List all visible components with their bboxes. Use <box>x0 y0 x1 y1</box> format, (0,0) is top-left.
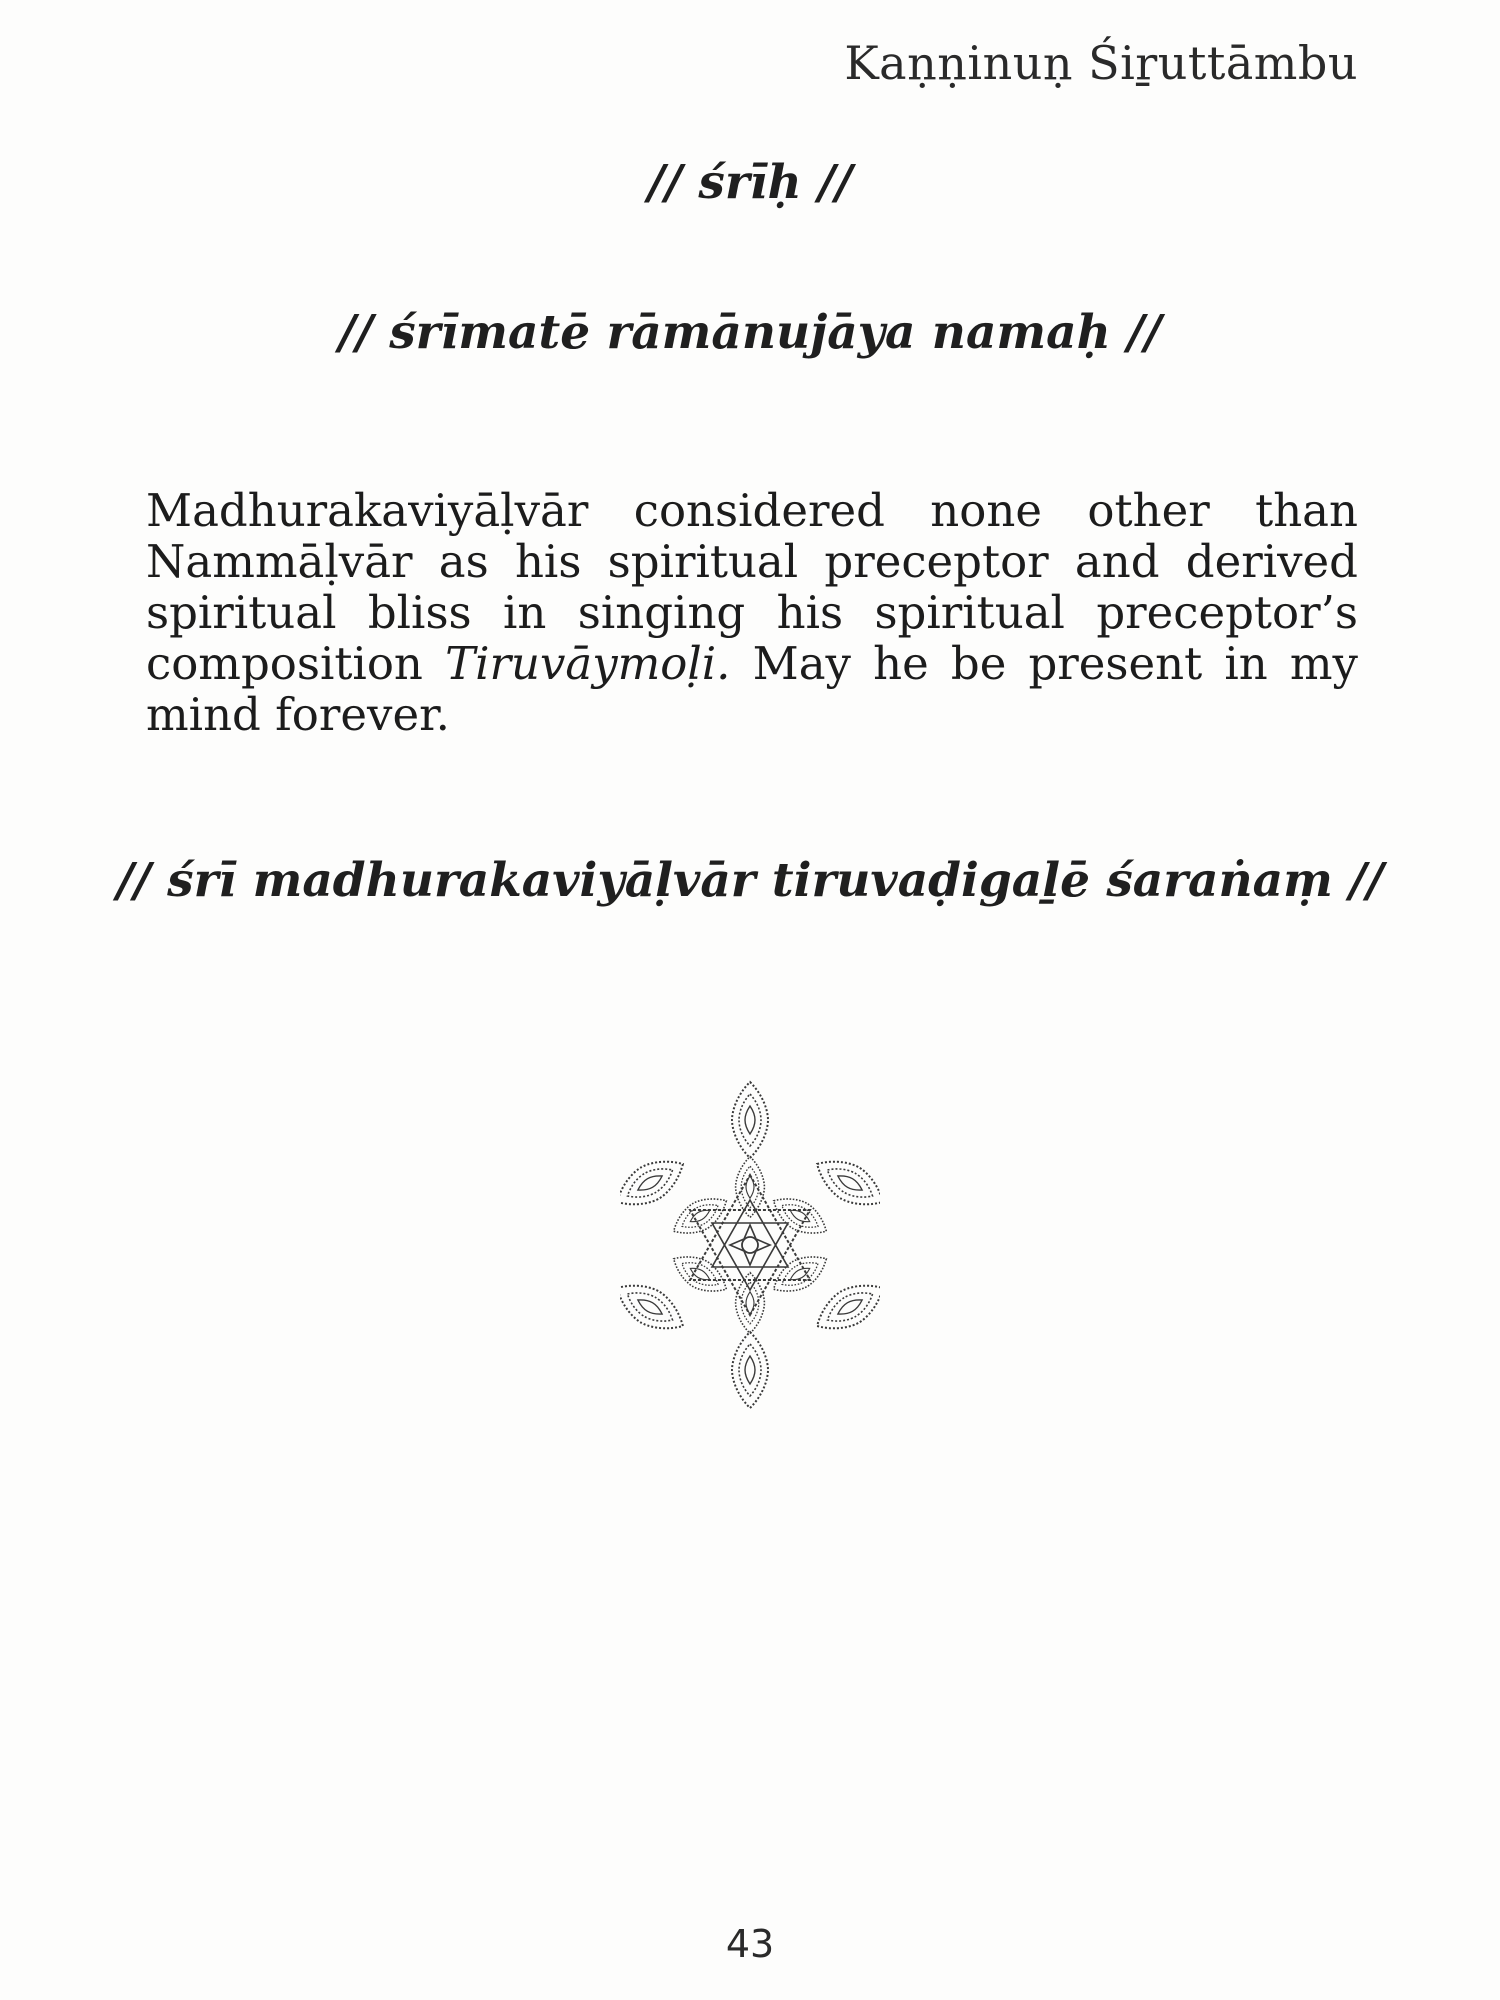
page-number: 43 <box>725 1922 775 1966</box>
work-title: Tiruvāymoḷi. <box>445 637 731 690</box>
invocation-sri: // śrīḥ // <box>647 155 853 210</box>
kolam-star-ornament-icon <box>620 1075 880 1415</box>
invocation-closing: // śrī madhurakaviyāḷvār tiruvaḍigaḻē śaraṅaṃ // <box>116 853 1384 908</box>
invocation-ramanuja: // śrīmatē rāmānujāya namaḥ // <box>338 305 1162 360</box>
body-paragraph <box>146 485 1358 740</box>
body-text-before: Madhurakaviyāḷvār considered none other than Nammāḷvār as his spiritual preceptor and derived spiritual bliss in singing his spiritual preceptor’s composition <box>146 484 1358 690</box>
body-text-after: May he be present in my mind forever. <box>146 637 1358 741</box>
running-header: Kaṇṇinuṇ Śiṟuttāmbu <box>844 36 1358 90</box>
